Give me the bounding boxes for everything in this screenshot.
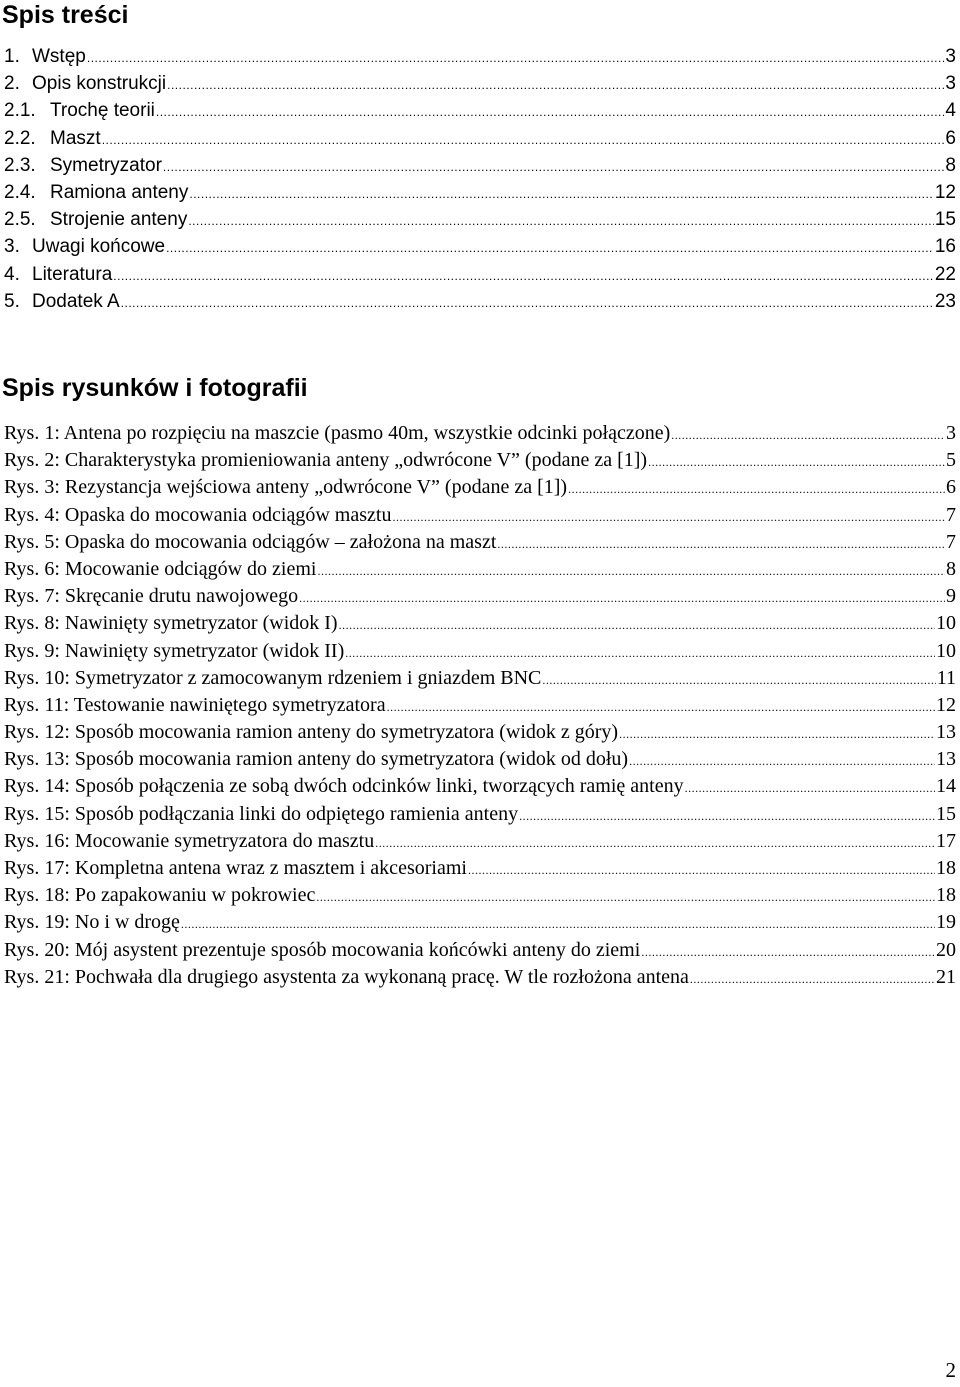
figure-entry[interactable] — [4, 801, 956, 828]
toc-entry[interactable] — [4, 97, 956, 124]
dot-leader — [542, 667, 935, 692]
dot-leader — [345, 640, 935, 665]
toc-entry-title: Wstęp — [32, 46, 86, 67]
toc-heading: Spis treści — [2, 1, 129, 29]
dot-leader — [317, 558, 945, 583]
toc-entry-title: Trochę teorii — [50, 100, 155, 122]
toc-entry-page: 6 — [945, 127, 956, 149]
toc-entry-page: 8 — [945, 154, 956, 176]
figure-entry-page: 17 — [936, 829, 956, 852]
figure-entry[interactable] — [4, 638, 956, 665]
toc-entry-page: 23 — [934, 290, 956, 312]
dot-leader — [167, 72, 944, 97]
figure-entry-page: 13 — [936, 721, 956, 744]
toc-entry[interactable] — [4, 125, 956, 152]
figure-entry[interactable] — [4, 502, 956, 529]
dot-leader — [468, 857, 935, 882]
dot-leader — [166, 235, 934, 260]
toc-entry-number: 2.2. — [4, 127, 36, 149]
figure-entry-page: 5 — [946, 449, 956, 472]
dot-leader — [181, 911, 935, 936]
figure-entry[interactable] — [4, 556, 956, 583]
dot-leader — [121, 290, 934, 315]
toc-entry-page: 3 — [945, 73, 956, 95]
dot-leader — [387, 694, 935, 719]
dot-leader — [619, 721, 935, 746]
dot-leader — [375, 830, 935, 855]
toc-entry-page: 22 — [934, 263, 956, 285]
dot-leader — [392, 504, 945, 529]
figure-entry[interactable] — [4, 420, 956, 447]
toc-entry-title: Dodatek A — [32, 290, 120, 312]
figure-entry-page: 8 — [946, 557, 956, 580]
dot-leader — [156, 99, 945, 124]
figure-entry-label: Rys. 17: Kompletna antena wraz z masztem i akcesoriami — [4, 857, 467, 879]
figure-entry-page: 20 — [936, 938, 956, 961]
toc-entry-number: 1. — [4, 46, 20, 67]
figure-entry-label: Rys. 6: Mocowanie odciągów do ziemi — [4, 557, 317, 580]
toc-entry[interactable] — [4, 152, 956, 179]
figure-entry[interactable] — [4, 692, 956, 719]
toc-entry[interactable] — [4, 179, 956, 206]
figure-entry-label: Rys. 18: Po zapakowaniu w pokrowiec — [4, 884, 316, 907]
toc-entry-number: 2.5. — [4, 209, 36, 231]
toc-entry-number: 2.1. — [4, 100, 36, 122]
dot-leader — [189, 181, 933, 206]
dot-leader — [339, 612, 935, 637]
dot-leader — [671, 422, 945, 447]
figure-entry-label: Rys. 15: Sposób podłączania linki do odpiętego ramienia anteny — [4, 802, 519, 825]
dot-leader — [690, 966, 935, 991]
figure-entry[interactable] — [4, 665, 956, 692]
toc-entry[interactable] — [4, 288, 956, 315]
dot-leader — [163, 154, 945, 179]
toc-entry-page: 4 — [945, 100, 956, 122]
toc-entry-title: Ramiona anteny — [50, 181, 189, 203]
figure-entry-label: Rys. 11: Testowanie nawiniętego symetryzatora — [4, 693, 386, 716]
figure-entry-label: Rys. 19: No i w drogę — [4, 911, 180, 934]
figure-entry-label: Rys. 13: Sposób mocowania ramion anteny do symetryzatora (widok od dołu) — [4, 748, 629, 771]
figure-entry[interactable] — [4, 773, 956, 800]
toc-entry-page: 12 — [934, 181, 956, 203]
dot-leader — [188, 208, 934, 233]
figure-entry-page: 19 — [936, 911, 956, 934]
toc-entry[interactable] — [4, 43, 956, 70]
toc-entry-title: Maszt — [50, 127, 101, 149]
figure-entry-page: 15 — [936, 802, 956, 825]
figure-entry-label: Rys. 9: Nawinięty symetryzator (widok II) — [4, 639, 345, 662]
figure-entry-page: 10 — [936, 612, 956, 635]
toc-entry[interactable] — [4, 70, 956, 97]
figure-entry-page: 10 — [936, 639, 956, 662]
figure-entry-label: Rys. 4: Opaska do mocowania odciągów masztu — [4, 503, 392, 526]
figure-entry[interactable] — [4, 828, 956, 855]
toc-entry[interactable] — [4, 233, 956, 260]
toc-entry-number: 2.4. — [4, 181, 36, 203]
dot-leader — [568, 476, 945, 501]
toc-entry-title: Literatura — [32, 263, 113, 285]
figure-entry-label: Rys. 21: Pochwała dla drugiego asystenta za wykonaną pracę. W tle rozłożona antena — [4, 965, 689, 988]
toc-entry[interactable] — [4, 261, 956, 288]
figure-entry-page: 7 — [946, 503, 956, 526]
toc-entry[interactable] — [4, 206, 956, 233]
dot-leader — [519, 803, 935, 828]
dot-leader — [497, 531, 945, 556]
figure-entry-page: 12 — [936, 693, 956, 716]
figure-entry-label: Rys. 10: Symetryzator z zamocowanym rdzeniem i gniazdem BNC — [4, 666, 542, 689]
figure-entry-page: 21 — [936, 965, 956, 988]
figure-entry[interactable] — [4, 529, 956, 556]
dot-leader — [641, 939, 935, 964]
figure-entry-page: 6 — [946, 476, 956, 499]
figure-entry[interactable] — [4, 937, 956, 964]
toc-entry-page: 16 — [934, 236, 956, 258]
dot-leader — [87, 45, 945, 70]
figure-entry[interactable] — [4, 610, 956, 637]
figure-entry-label: Rys. 14: Sposób połączenia ze sobą dwóch odcinków linki, tworzących ramię anteny — [4, 775, 684, 798]
figure-entry[interactable] — [4, 746, 956, 773]
figure-entry-page: 18 — [936, 857, 956, 879]
toc-entry-page: 15 — [934, 209, 956, 231]
dot-leader — [299, 585, 945, 610]
figure-entry-page: 11 — [936, 666, 956, 689]
toc-entry-number: 2. — [4, 73, 20, 95]
dot-leader — [629, 748, 935, 773]
figure-entry-page: 14 — [936, 775, 956, 798]
figure-entry-label: Rys. 1: Antena po rozpięciu na maszcie (pasmo 40m, wszystkie odcinki połączone) — [4, 422, 671, 444]
page-number: 2 — [945, 1358, 956, 1382]
figure-entry-page: 7 — [946, 530, 956, 553]
figure-entry-label: Rys. 8: Nawinięty symetryzator (widok I) — [4, 612, 338, 635]
toc-entry-title: Uwagi końcowe — [32, 236, 166, 258]
dot-leader — [685, 775, 935, 800]
figure-entry-label: Rys. 16: Mocowanie symetryzatora do masztu — [4, 829, 375, 852]
figure-entry-label: Rys. 20: Mój asystent prezentuje sposób mocowania końcówki anteny do ziemi — [4, 938, 641, 961]
figure-entry-label: Rys. 7: Skręcanie drutu nawojowego — [4, 585, 299, 608]
figure-entry[interactable] — [4, 447, 956, 474]
toc-entry-number: 4. — [4, 263, 20, 285]
dot-leader — [316, 884, 935, 909]
figure-entry-page: 13 — [936, 748, 956, 771]
figure-entry[interactable] — [4, 855, 956, 882]
figure-entry-label: Rys. 2: Charakterystyka promieniowania anteny „odwrócone V” (podane za [1]) — [4, 449, 648, 472]
dot-leader — [648, 449, 945, 474]
figure-entry-page: 18 — [936, 884, 956, 907]
toc-entry-number: 3. — [4, 236, 20, 258]
figure-entry-label: Rys. 12: Sposób mocowania ramion anteny do symetryzatora (widok z góry) — [4, 721, 619, 744]
figure-entry-label: Rys. 3: Rezystancja wejściowa anteny „odwrócone V” (podane za [1]) — [4, 476, 568, 499]
toc-entry-title: Opis konstrukcji — [32, 73, 167, 95]
figures-list — [4, 420, 956, 991]
figure-entry[interactable] — [4, 583, 956, 610]
figure-entry[interactable] — [4, 909, 956, 936]
toc-entry-number: 2.3. — [4, 154, 36, 176]
figure-entry-label: Rys. 5: Opaska do mocowania odciągów – założona na maszt — [4, 530, 497, 553]
toc-entry-page: 3 — [945, 46, 956, 67]
dot-leader — [102, 127, 945, 152]
figure-entry[interactable] — [4, 964, 956, 991]
figure-entry[interactable] — [4, 474, 956, 501]
toc-entry-title: Strojenie anteny — [50, 209, 188, 231]
figures-heading: Spis rysunków i fotografii — [2, 374, 308, 402]
toc-list — [4, 43, 956, 315]
dot-leader — [113, 263, 934, 288]
figure-entry[interactable] — [4, 882, 956, 909]
figure-entry-page: 3 — [946, 422, 956, 444]
toc-entry-title: Symetryzator — [50, 154, 162, 176]
figure-entry[interactable] — [4, 719, 956, 746]
toc-entry-number: 5. — [4, 290, 20, 312]
figure-entry-page: 9 — [946, 585, 956, 608]
